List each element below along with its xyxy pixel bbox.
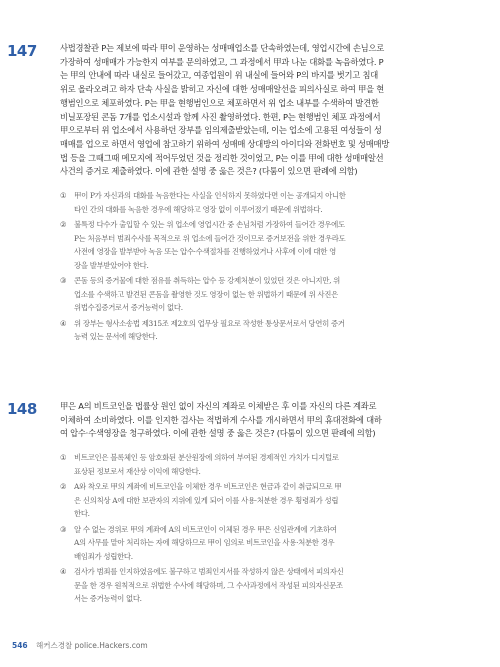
choice-line: 능력 있는 문서에 해당한다. xyxy=(74,332,158,342)
choice-marker: ① xyxy=(60,453,67,463)
choice-line: 한다. xyxy=(74,509,90,519)
choice-4 xyxy=(60,317,470,344)
choice-line: 업소를 수색하고 발견된 콘돔을 촬영한 것도 영장이 없는 한 위법하기 때문에 위 사진은 xyxy=(74,289,338,299)
choice-2 xyxy=(60,218,470,272)
choice-2 xyxy=(60,480,470,521)
stem-line: 비닐포장된 콘돔 7개를 업소시설과 함께 사진 촬영하였다. 한편, P는 현행범인 체포 과정에서 xyxy=(60,111,381,122)
choice-3 xyxy=(60,274,470,315)
choice-line: 위법수집증거로서 증거능력이 없다. xyxy=(74,303,183,313)
choice-line: 불특정 다수가 출입할 수 있는 위 업소에 영업시간 중 손님처럼 가장하여 들어간 경우에도 xyxy=(74,220,345,230)
stem-line: 행범인으로 체포하였다. P는 甲을 현행범인으로 체포하면서 위 업소 내부를 수색하여 발견한 xyxy=(60,97,379,108)
page-number: 546 xyxy=(12,641,28,650)
choice-line: 콘돔 등의 증거물에 대한 점유를 취득하는 압수 등 강제처분이 있었던 것은 아니지만, 위 xyxy=(74,276,341,286)
choice-marker: ④ xyxy=(60,318,67,328)
question-number: 148 xyxy=(7,400,37,418)
choice-line: 사전에 영장을 발부받아 녹음 또는 압수·수색절차를 진행하였거나 사후에 이에 대한 영 xyxy=(74,247,336,257)
choice-list xyxy=(60,451,470,606)
choice-line: 표상된 정보로서 재산상 이익에 해당한다. xyxy=(74,466,201,476)
stem-line: 甲으로부터 위 업소에서 사용하던 장부를 임의제출받았는데, 이는 업소에 고용된 여성들이 성 xyxy=(60,125,382,136)
choice-line: P는 처음부터 범죄수사를 목적으로 위 업소에 들어간 것이므로 증거보전을 위한 경우라도 xyxy=(74,233,346,243)
stem-line: 는 甲의 안내에 따라 내실로 들어갔고, 여종업원이 위 내실에 들어와 P의 바지를 벗기고 침대 xyxy=(60,70,378,81)
choice-marker: ④ xyxy=(60,567,67,577)
question-stem xyxy=(60,42,470,179)
choice-line: 알 수 없는 경위로 甲의 계좌에 A의 비트코인이 이체된 경우 甲은 신임관계에 기초하여 xyxy=(74,524,337,534)
choice-line: 검사가 범죄를 인지하였음에도 불구하고 범죄인지서를 작성하지 않은 상태에서 피의자신 xyxy=(74,567,344,577)
page-footer xyxy=(12,640,148,651)
choice-line: A와 착오로 甲의 계좌에 비트코인을 이체한 경우 비트코인은 현금과 같이 취급되므로 甲 xyxy=(74,482,342,492)
choice-line: 위 장부는 형사소송법 제315조 제2호의 업무상 필요로 작성한 통상문서로서 당연히 증거 xyxy=(74,318,345,328)
choice-marker: ② xyxy=(60,482,67,492)
choice-line: 배임죄가 성립한다. xyxy=(74,551,133,561)
question-stem xyxy=(60,400,470,441)
question-148 xyxy=(7,400,470,608)
choice-list xyxy=(60,189,470,344)
stem-line: 사법경찰관 P는 제보에 따라 甲이 운영하는 성매매업소를 단속하였는데, 영업시간에 손님으로 xyxy=(60,43,384,53)
choice-line: 은 신의칙상 A에 대한 보관자의 지위에 있게 되어 이를 사용·처분한 경우 횡령죄가 성립 xyxy=(74,495,339,505)
choice-4 xyxy=(60,565,470,606)
stem-line: 위로 올라오려고 하자 단속 사실을 밝히고 자신에 대한 성매매알선을 피의사실로 하여 甲을 현 xyxy=(60,84,384,95)
choice-line: 장을 발부받았어야 한다. xyxy=(74,260,149,270)
choice-1 xyxy=(60,451,470,478)
question-147 xyxy=(7,42,470,346)
choice-line: 甲이 P가 자신과의 대화를 녹음한다는 사실을 인식하지 못하였다면 이는 공개되지 아니한 xyxy=(74,191,346,201)
stem-line: 법 등을 그때그때 메모지에 적어두었던 것을 정리한 것이었고, P는 이를 甲에 대한 성매매알선 xyxy=(60,152,384,163)
choice-line: 비트코인은 블록체인 등 암호화된 분산원장에 의하여 부여된 경제적인 가치가 디지털로 xyxy=(74,453,339,463)
choice-marker: ① xyxy=(60,191,67,201)
stem-line: 甲은 A의 비트코인을 법률상 원인 없이 자신의 계좌로 이체받은 후 이를 자신의 다른 계좌로 xyxy=(60,401,377,411)
choice-line: 서는 증거능력이 없다. xyxy=(74,594,142,604)
choice-3 xyxy=(60,523,470,564)
stem-line: 가장하여 성매매가 가능한지 여부를 문의하였고, 그 과정에서 甲과 나눈 대화를 녹음하였다. P xyxy=(60,56,384,67)
choice-line: A의 사무를 맡아 처리하는 자에 해당하므로 甲이 임의로 비트코인을 사용·처분한 경우 xyxy=(74,538,335,548)
choice-marker: ③ xyxy=(60,276,67,286)
choice-1 xyxy=(60,189,470,216)
stem-line: 이체하여 소비하였다. 이를 인지한 검사는 적법하게 수사를 개시하면서 甲의 휴대전화에 대하 xyxy=(60,414,382,425)
choice-marker: ② xyxy=(60,220,67,230)
choice-marker: ③ xyxy=(60,524,67,534)
publisher-site: 해커스경찰 police.Hackers.com xyxy=(36,641,148,650)
stem-line: 여 압수·수색영장을 청구하였다. 이에 관한 설명 중 옳은 것은? (다툼이 있으면 판례에 의함) xyxy=(60,428,376,439)
choice-line: 문을 한 경우 원칙적으로 위법한 수사에 해당하며, 그 수사과정에서 작성된 피의자신문조 xyxy=(74,580,343,590)
choice-line: 타인 간의 대화를 녹음한 경우에 해당하고 영장 없이 이루어졌기 때문에 위법하다. xyxy=(74,204,323,214)
stem-line: 사건의 증거로 제출하였다. 이에 관한 설명 중 옳은 것은? (다툼이 있으면 판례에 의함) xyxy=(60,166,358,177)
stem-line: 매매를 업으로 하면서 영업에 참고하기 위하여 성매매 상대방의 아이디와 전화번호 및 성매매방 xyxy=(60,138,390,149)
question-number: 147 xyxy=(7,42,37,60)
